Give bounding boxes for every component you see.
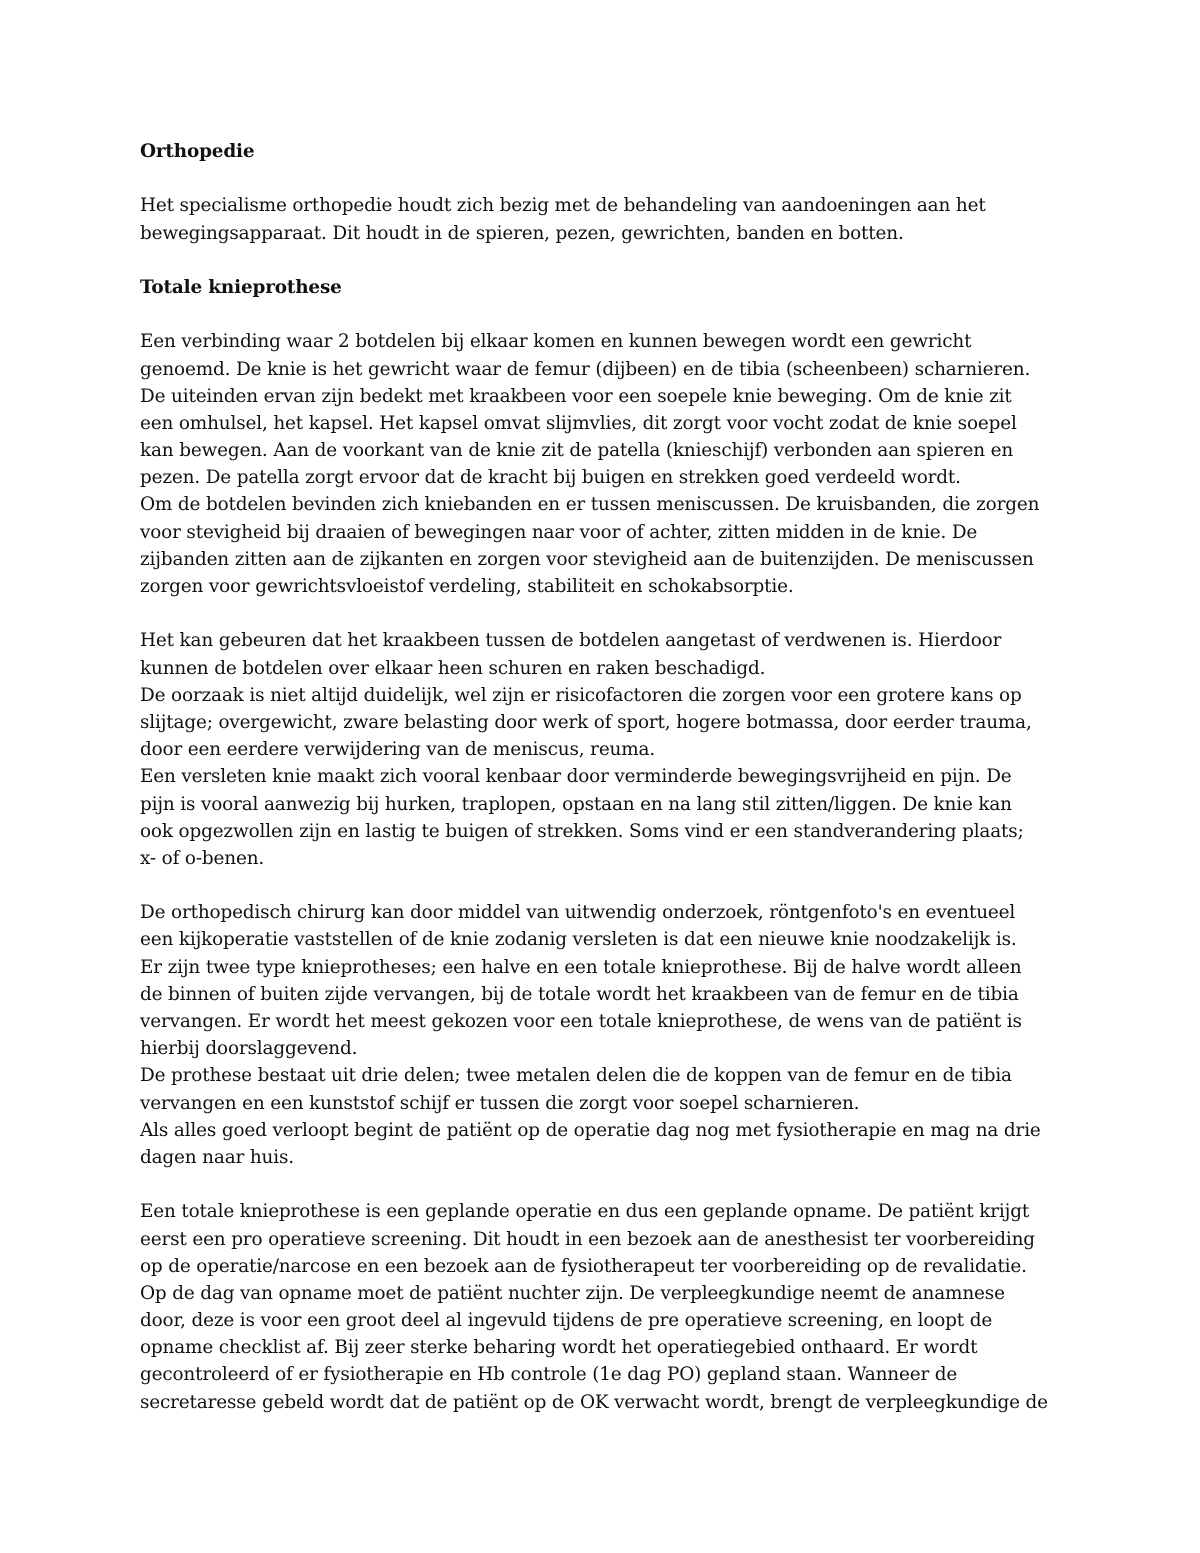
text-line: genoemd. De knie is het gewricht waar de femur (dijbeen) en de tibia (scheenbeen) scharnieren. — [140, 358, 1031, 380]
text-line: eerst een pro operatieve screening. Dit houdt in een bezoek aan de anesthesist ter voorbereiding — [140, 1228, 1035, 1250]
text-line: door, deze is voor een groot deel al ingevuld tijdens de pre operatieve screening, en loopt de — [140, 1310, 993, 1332]
paragraph-gap — [140, 1171, 1060, 1198]
text-line: De uiteinden ervan zijn bedekt met kraakbeen voor een soepele knie beweging. Om de knie zit — [140, 385, 1012, 407]
text-line: op de operatie/narcose en een bezoek aan de fysiotherapeut ter voorbereiding op de revalidatie. — [140, 1255, 1027, 1277]
text-line: zorgen voor gewrichtsvloeistof verdeling, stabiliteit en schokabsorptie. — [140, 576, 794, 597]
text-line: De oorzaak is niet altijd duidelijk, wel zijn er risicofactoren die zorgen voor een grotere kans op — [140, 684, 1022, 706]
paragraph-gap — [140, 872, 1060, 899]
text-line: de binnen of buiten zijde vervangen, bij de totale wordt het kraakbeen van de femur en de tibia — [140, 983, 1019, 1005]
paragraph-intro — [140, 192, 1060, 246]
text-line: pijn is vooral aanwezig bij hurken, traplopen, opstaan en na lang stil zitten/liggen. De knie kan — [140, 793, 1012, 815]
paragraph-gap — [140, 247, 1060, 274]
text-line: vervangen en een kunststof schijf er tussen die zorgt voor soepel scharnieren. — [140, 1092, 860, 1114]
text-line: Op de dag van opname moet de patiënt nuchter zijn. De verpleegkundige neemt de anamnese — [140, 1282, 1005, 1304]
text-line: Een totale knieprothese is een geplande operatie en dus een geplande opname. De patiënt krijgt — [140, 1201, 1030, 1223]
paragraph-admission — [140, 1198, 1060, 1416]
text-line: Het kan gebeuren dat het kraakbeen tussen de botdelen aangetast of verdwenen is. Hierdoor — [140, 630, 1002, 652]
text-line: voor stevigheid bij draaien of bewegingen naar voor of achter, zitten midden in de knie. De — [140, 521, 978, 543]
text-line: Er zijn twee type knieprotheses; een halve en een totale knieprothese. Bij de halve wordt alleen — [140, 956, 1022, 978]
text-line: vervangen. Er wordt het meest gekozen voor een totale knieprothese, de wens van de patiënt is — [140, 1011, 1022, 1032]
text-line: opname checklist af. Bij zeer sterke beharing wordt het operatiegebied onthaard. Er wordt — [140, 1337, 978, 1359]
text-line: kunnen de botdelen over elkaar heen schuren en raken beschadigd. — [140, 657, 766, 679]
text-line: Het specialisme orthopedie houdt zich bezig met de behandeling van aandoeningen aan het — [140, 195, 986, 217]
text-line: pezen. De patella zorgt ervoor dat de kracht bij buigen en strekken goed verdeeld wordt. — [140, 467, 961, 489]
paragraph-diagnosis — [140, 899, 1060, 1171]
text-line: Een versleten knie maakt zich vooral kenbaar door verminderde bewegingsvrijheid en pijn. De — [140, 766, 1012, 788]
paragraph-gap — [140, 165, 1060, 192]
section-heading-totale-knieprothese: Totale knieprothese — [140, 276, 342, 298]
text-line: x- of o-benen. — [140, 847, 265, 869]
text-line: secretaresse gebeld wordt dat de patiënt op de OK verwacht wordt, brengt de verpleegkundige de — [140, 1391, 1048, 1413]
text-line: een kijkoperatie vaststellen of de knie zodanig versleten is dat een nieuwe knie noodzakelijk is. — [140, 929, 1017, 951]
text-line: een omhulsel, het kapsel. Het kapsel omvat slijmvlies, dit zorgt voor vocht zodat de knie soepel — [140, 412, 1017, 434]
text-line: slijtage; overgewicht, zware belasting door werk of sport, hogere botmassa, door eerder trauma, — [140, 711, 1032, 733]
text-line: Om de botdelen bevinden zich kniebanden en er tussen meniscussen. De kruisbanden, die zorgen — [140, 494, 1040, 516]
section-heading-orthopedie: Orthopedie — [140, 141, 255, 162]
text-line: gecontroleerd of er fysiotherapie en Hb controle (1e dag PO) gepland staan. Wanneer de — [140, 1364, 958, 1386]
paragraph-gap — [140, 301, 1060, 328]
text-line: hierbij doorslaggevend. — [140, 1038, 358, 1060]
text-line: door een eerdere verwijdering van de meniscus, reuma. — [140, 739, 656, 761]
paragraph-wear — [140, 627, 1060, 872]
text-line: kan bewegen. Aan de voorkant van de knie zit de patella (knieschijf) verbonden aan spieren en — [140, 440, 1014, 462]
text-line: ook opgezwollen zijn en lastig te buigen of strekken. Soms vind er een standverandering plaats; — [140, 820, 1024, 842]
text-line: zijbanden zitten aan de zijkanten en zorgen voor stevigheid aan de buitenzijden. De meniscussen — [140, 548, 1034, 570]
document-page — [140, 138, 1060, 1416]
text-line: dagen naar huis. — [140, 1146, 294, 1168]
text-line: Een verbinding waar 2 botdelen bij elkaar komen en kunnen bewegen wordt een gewricht — [140, 331, 972, 353]
paragraph-anatomy — [140, 328, 1060, 600]
paragraph-gap — [140, 600, 1060, 627]
text-line: Als alles goed verloopt begint de patiënt op de operatie dag nog met fysiotherapie en mag na drie — [140, 1119, 1041, 1141]
text-line: De prothese bestaat uit drie delen; twee metalen delen die de koppen van de femur en de tibia — [140, 1065, 1012, 1087]
text-line: De orthopedisch chirurg kan door middel van uitwendig onderzoek, röntgenfoto's en eventueel — [140, 902, 1016, 924]
text-line: bewegingsapparaat. Dit houdt in de spieren, pezen, gewrichten, banden en botten. — [140, 222, 904, 244]
